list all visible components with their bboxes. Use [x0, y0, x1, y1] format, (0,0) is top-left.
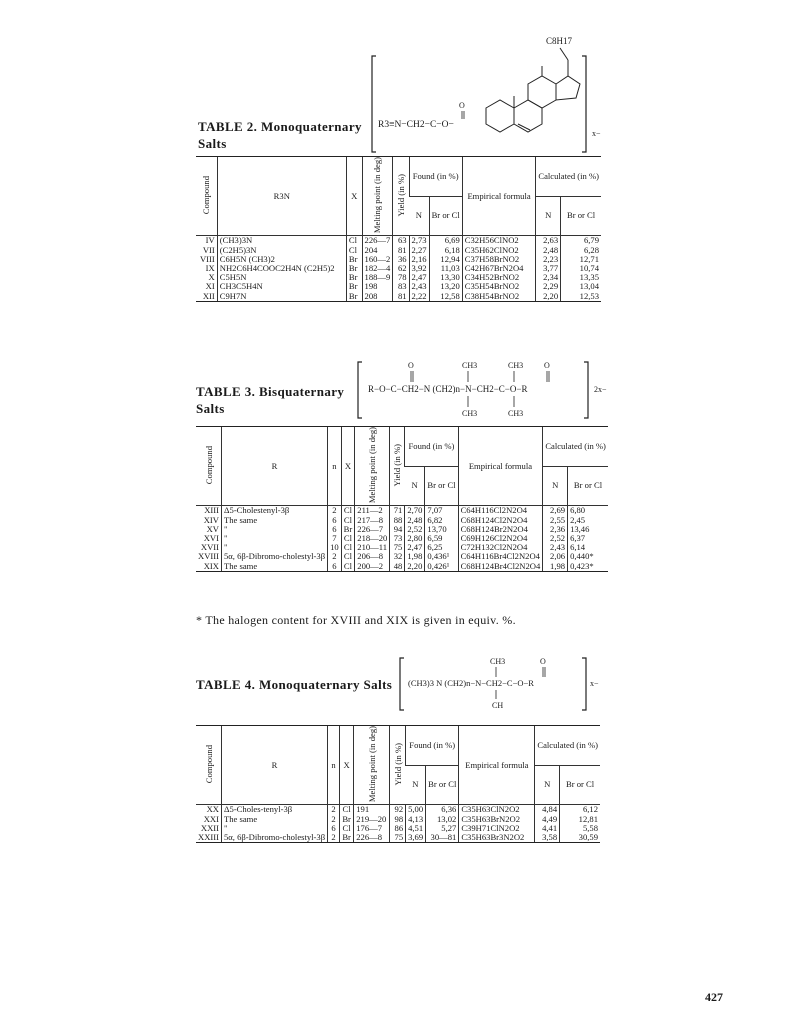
- cell-r: 5α, 6β-Dibromo-cholestyl-3β: [222, 552, 328, 561]
- col-compound: Compound: [196, 427, 222, 506]
- cell-calc-brcl: 6,12: [560, 805, 600, 815]
- cell-n: 6: [328, 562, 342, 572]
- cell-x: Br: [341, 525, 355, 534]
- monoquaternary-chain: (CH3)3 N (CH2)n−N−CH2−C−O−R: [408, 678, 534, 688]
- cell-calc-n: 2,52: [543, 534, 568, 543]
- cell-amine: C6H5N (CH3)2: [217, 255, 346, 264]
- cell-empirical: C35H63BrN2O2: [459, 815, 535, 824]
- col-found-brcl: Br or Cl: [425, 466, 458, 506]
- cell-found-brcl: 6,82: [425, 516, 458, 525]
- cell-found-brcl: 5,27: [426, 824, 459, 833]
- col-empirical: Empirical formula: [459, 726, 535, 805]
- col-x: X: [340, 726, 354, 805]
- cell-found-n: 2,47: [409, 273, 429, 282]
- cell-r: 5α, 6β-Dibromo-cholestyl-3β: [222, 833, 328, 843]
- cell-found-brcl: 6,18: [429, 246, 462, 255]
- col-x: X: [346, 157, 362, 236]
- cell-compound: X: [208, 272, 215, 283]
- cell-found-brcl: 30—81: [426, 833, 459, 843]
- col-mp: Melting point (in deg): [355, 427, 390, 506]
- cell-amine: C5H5N: [217, 273, 346, 282]
- cell-found-n: 2,27: [409, 246, 429, 255]
- cell-n: 2: [328, 506, 342, 516]
- cell-yield: 75: [390, 833, 406, 843]
- cell-calc-brcl: 12,81: [560, 815, 600, 824]
- carbonyl-oxygen: O: [459, 101, 465, 110]
- table3-footnote: * The halogen content for XVIII and XIX is given in equiv. %.: [196, 613, 516, 627]
- col-x: X: [341, 427, 355, 506]
- cell-calc-n: 2,06: [543, 552, 568, 561]
- bracket-right: [584, 362, 588, 418]
- cell-found-n: 2,80: [405, 534, 425, 543]
- col-calc-n: N: [536, 196, 561, 236]
- cell-calc-n: 2,20: [536, 292, 561, 302]
- methylene-bottom: CH: [492, 701, 504, 710]
- cell-empirical: C35H62ClNO2: [462, 246, 536, 255]
- cell-calc-brcl: 2,45: [568, 516, 608, 525]
- methyl-top-left: CH3: [462, 361, 478, 370]
- cell-empirical: C68H124Br4Cl2N2O4: [458, 562, 543, 572]
- cell-x: Br: [346, 255, 362, 264]
- col-calc-brcl: Br or Cl: [560, 765, 600, 805]
- bracket-right: [582, 56, 586, 152]
- cell-empirical: C69H126Cl2N2O4: [458, 534, 543, 543]
- cell-x: Cl: [341, 543, 355, 552]
- cell-found-n: 2,16: [409, 255, 429, 264]
- cell-found-n: 5,00: [406, 805, 426, 815]
- cell-x: Br: [346, 264, 362, 273]
- cell-found-n: 2,43: [409, 282, 429, 291]
- cell-x: Cl: [346, 236, 362, 246]
- col-calc-n: N: [535, 765, 560, 805]
- col-found: Found (in %): [409, 157, 462, 197]
- table4-structural-formula: [400, 654, 600, 714]
- cell-x: Br: [340, 833, 354, 843]
- cell-calc-brcl: 6,28: [561, 246, 601, 255]
- col-empirical: Empirical formula: [462, 157, 536, 236]
- bisquaternary-chain: R−O−C−CH2−N (CH2)n−N−CH2−C−O−R: [368, 384, 528, 394]
- cell-found-n: 2,73: [409, 236, 429, 246]
- cell-calc-n: 2,43: [543, 543, 568, 552]
- bracket-left: [358, 362, 362, 418]
- cell-found-brcl: 7,07: [425, 506, 458, 516]
- cell-calc-n: 2,48: [536, 246, 561, 255]
- table2-caption: [198, 118, 362, 152]
- counter-ion: 2x−: [594, 385, 607, 394]
- cell-found-brcl: 0,436¹: [425, 552, 458, 561]
- col-found: Found (in %): [406, 726, 459, 766]
- cell-x: Cl: [341, 552, 355, 561]
- cell-yield: 62: [393, 264, 409, 273]
- col-compound: Compound: [196, 726, 222, 805]
- cell-empirical: C38H54BrNO2: [462, 292, 536, 302]
- cell-empirical: C42H67BrN2O4: [462, 264, 536, 273]
- counter-ion: x−: [590, 679, 599, 688]
- cell-calc-n: 3,77: [536, 264, 561, 273]
- cell-calc-brcl: 10,74: [561, 264, 601, 273]
- methyl-bottom-right: CH3: [508, 409, 524, 418]
- cell-calc-n: 2,23: [536, 255, 561, 264]
- cell-compound: XV: [206, 523, 219, 534]
- methyl-top: CH3: [490, 657, 506, 666]
- cell-calc-brcl: 13,35: [561, 273, 601, 282]
- cell-compound: VII: [202, 244, 215, 255]
- cell-calc-brcl: 30,59: [560, 833, 600, 843]
- cell-compound: XII: [196, 292, 217, 302]
- cell-found-n: 2,48: [405, 516, 425, 525]
- cell-calc-n: 3,58: [535, 833, 560, 843]
- col-r3n: R3N: [217, 157, 346, 236]
- table4-caption: TABLE 4. Monoquaternary Salts: [196, 677, 393, 692]
- col-found-n: N: [409, 196, 429, 236]
- table3: [196, 426, 608, 572]
- col-found-brcl: Br or Cl: [426, 765, 459, 805]
- cell-x: Br: [346, 282, 362, 291]
- bracket-left: [372, 56, 376, 152]
- cell-mp: 217—8: [355, 516, 390, 525]
- carbonyl-oxygen: O: [540, 657, 546, 666]
- cell-calc-n: 2,36: [543, 525, 568, 534]
- table4: [196, 725, 600, 843]
- col-n: n: [328, 726, 340, 805]
- cell-found-brcl: 13,70: [425, 525, 458, 534]
- cell-n: 6: [328, 516, 342, 525]
- cell-calc-n: 4,84: [535, 805, 560, 815]
- cell-x: Br: [346, 292, 362, 302]
- table-row: [196, 292, 601, 302]
- cell-calc-brcl: 12,53: [561, 292, 601, 302]
- cell-yield: 81: [393, 292, 409, 302]
- cell-yield: 78: [393, 273, 409, 282]
- col-calc-brcl: Br or Cl: [568, 466, 608, 506]
- table3-caption-line1: TABLE 3. Bisquaternary: [196, 384, 345, 399]
- ammonium-ester-fragment: R3≡N−CH2−C−O−: [378, 120, 454, 130]
- cell-x: Cl: [346, 246, 362, 255]
- cell-found-brcl: 11,03: [429, 264, 462, 273]
- cell-compound: XXII: [200, 822, 219, 833]
- cell-compound: IX: [205, 262, 215, 273]
- cell-mp: 210—11: [355, 543, 390, 552]
- col-mp: Melting point (in deg): [362, 157, 393, 236]
- cell-mp: 204: [362, 246, 393, 255]
- methyl-top-right: CH3: [508, 361, 524, 370]
- cell-x: Cl: [341, 516, 355, 525]
- cell-compound: VIII: [199, 253, 215, 264]
- cell-compound: XVII: [200, 542, 219, 553]
- cell-n: 7: [328, 534, 342, 543]
- table-row: [196, 833, 600, 843]
- col-mp: Melting point (in deg): [354, 726, 390, 805]
- cell-n: 2: [328, 805, 340, 815]
- cell-yield: 75: [390, 543, 405, 552]
- cell-mp: 191: [354, 805, 390, 815]
- cell-calc-brcl: 5,58: [560, 824, 600, 833]
- cell-found-n: 3,69: [406, 833, 426, 843]
- cell-found-brcl: 6,25: [425, 543, 458, 552]
- cell-yield: 63: [393, 236, 409, 246]
- cell-compound: XVIII: [198, 551, 219, 562]
- cell-n: 2: [328, 552, 342, 561]
- cell-mp: 182—4: [362, 264, 393, 273]
- cell-empirical: C72H132Cl2N2O4: [458, 543, 543, 552]
- cell-found-brcl: 13,20: [429, 282, 462, 291]
- cell-yield: 88: [390, 516, 405, 525]
- cell-r: The same: [222, 516, 328, 525]
- cell-empirical: C68H124Cl2N2O4: [458, 516, 543, 525]
- cell-mp: 219—20: [354, 815, 390, 824]
- cell-found-brcl: 0,426¹: [425, 562, 458, 572]
- cell-found-brcl: 12,58: [429, 292, 462, 302]
- cell-amine: (CH3)3N: [217, 236, 346, 246]
- col-found: Found (in %): [405, 427, 458, 467]
- cell-x: Cl: [341, 506, 355, 516]
- cell-r: Δ5-Choles-tenyl-3β: [222, 805, 328, 815]
- col-n: n: [328, 427, 342, 506]
- cell-r: ": [222, 525, 328, 534]
- cell-amine: NH2C6H4COOC2H4N (C2H5)2: [217, 264, 346, 273]
- carbonyl-oxygen-left: O: [408, 361, 414, 370]
- cell-found-n: 3,92: [409, 264, 429, 273]
- cell-r: Δ5-Cholestenyl-3β: [222, 506, 328, 516]
- cell-found-n: 4,51: [406, 824, 426, 833]
- cell-r: ": [222, 534, 328, 543]
- cell-mp: 160—2: [362, 255, 393, 264]
- cell-empirical: C64H116Br4Cl2N2O4: [458, 552, 543, 561]
- cell-calc-n: 2,69: [543, 506, 568, 516]
- cell-found-n: 1,98: [405, 552, 425, 561]
- cell-mp: 218—20: [355, 534, 390, 543]
- cell-empirical: C34H52BrNO2: [462, 273, 536, 282]
- cell-n: 6: [328, 525, 342, 534]
- cell-mp: 208: [362, 292, 393, 302]
- cell-x: Cl: [341, 534, 355, 543]
- cell-found-n: 2,52: [405, 525, 425, 534]
- cell-amine: C9H7N: [217, 292, 346, 302]
- cell-mp: 226—7: [362, 236, 393, 246]
- cell-r: The same: [222, 815, 328, 824]
- table2-caption-line2: Salts: [198, 136, 227, 151]
- bracket-right: [582, 658, 586, 710]
- cell-x: Br: [340, 815, 354, 824]
- cell-x: Cl: [341, 562, 355, 572]
- cell-calc-brcl: 6,37: [568, 534, 608, 543]
- cell-found-brcl: 6,69: [429, 236, 462, 246]
- cell-n: 2: [328, 815, 340, 824]
- cell-n: 2: [328, 833, 340, 843]
- col-r: R: [222, 427, 328, 506]
- cell-compound: XI: [205, 281, 215, 292]
- cell-calc-brcl: 0,440*: [568, 552, 608, 561]
- cell-empirical: C35H54BrNO2: [462, 282, 536, 291]
- cell-mp: 200—2: [355, 562, 390, 572]
- table-row: [196, 562, 608, 572]
- cell-found-brcl: 12,94: [429, 255, 462, 264]
- col-empirical: Empirical formula: [458, 427, 543, 506]
- col-calc: Calculated (in %): [543, 427, 608, 467]
- table3-caption: [196, 383, 344, 417]
- cell-calc-brcl: 6,79: [561, 236, 601, 246]
- cell-calc-brcl: 13,46: [568, 525, 608, 534]
- col-yield: Yield (in %): [390, 427, 405, 506]
- cell-compound: IV: [205, 235, 215, 246]
- cell-n: 6: [328, 824, 340, 833]
- cell-x: Br: [346, 273, 362, 282]
- cell-yield: 71: [390, 506, 405, 516]
- table3-caption-line2: Salts: [196, 401, 225, 416]
- cell-mp: 176—7: [354, 824, 390, 833]
- cell-yield: 94: [390, 525, 405, 534]
- cell-empirical: C35H63ClN2O2: [459, 805, 535, 815]
- cell-yield: 32: [390, 552, 405, 561]
- cell-calc-brcl: 0,423*: [568, 562, 608, 572]
- col-r: R: [222, 726, 328, 805]
- cell-x: Cl: [340, 824, 354, 833]
- col-yield: Yield (in %): [393, 157, 409, 236]
- table3-body: [196, 506, 608, 571]
- cell-found-brcl: 6,59: [425, 534, 458, 543]
- col-calc: Calculated (in %): [536, 157, 601, 197]
- cell-compound: XIII: [204, 505, 219, 516]
- cell-yield: 83: [393, 282, 409, 291]
- cell-compound: XVI: [203, 532, 219, 543]
- cell-empirical: C32H56ClNO2: [462, 236, 536, 246]
- cell-calc-n: 2,29: [536, 282, 561, 291]
- table2-structural-formula: [368, 26, 618, 156]
- cell-yield: 86: [390, 824, 406, 833]
- cell-found-n: 2,47: [405, 543, 425, 552]
- cell-calc-n: 1,98: [543, 562, 568, 572]
- table3-structural-formula: [358, 358, 608, 422]
- cell-r: ": [222, 543, 328, 552]
- table2: [196, 156, 601, 302]
- carbonyl-oxygen-right: O: [544, 361, 550, 370]
- col-calc-n: N: [543, 466, 568, 506]
- cell-mp: 198: [362, 282, 393, 291]
- cell-calc-n: 4,49: [535, 815, 560, 824]
- cell-yield: 48: [390, 562, 405, 572]
- col-calc-brcl: Br or Cl: [561, 196, 601, 236]
- cell-yield: 36: [393, 255, 409, 264]
- cell-calc-brcl: 12,71: [561, 255, 601, 264]
- cell-mp: 226—8: [354, 833, 390, 843]
- cell-yield: 98: [390, 815, 406, 824]
- cell-empirical: C39H71ClN2O2: [459, 824, 535, 833]
- cell-amine: (C2H5)3N: [217, 246, 346, 255]
- cell-calc-n: 2,34: [536, 273, 561, 282]
- cell-n: 10: [328, 543, 342, 552]
- cell-calc-brcl: 13,04: [561, 282, 601, 291]
- table2-caption-line1: TABLE 2. Monoquaternary: [198, 119, 362, 134]
- cell-mp: 226—7: [355, 525, 390, 534]
- cell-found-n: 2,22: [409, 292, 429, 302]
- cell-yield: 73: [390, 534, 405, 543]
- col-calc: Calculated (in %): [535, 726, 600, 766]
- cell-empirical: C37H58BrNO2: [462, 255, 536, 264]
- col-yield: Yield (in %): [390, 726, 406, 805]
- col-found-brcl: Br or Cl: [429, 196, 462, 236]
- cell-found-n: 2,70: [405, 506, 425, 516]
- table4-body: [196, 805, 600, 843]
- cell-empirical: C64H116Cl2N2O4: [458, 506, 543, 516]
- cell-empirical: C35H63Br3N2O2: [459, 833, 535, 843]
- table2-body: [196, 236, 601, 301]
- cell-found-brcl: 6,36: [426, 805, 459, 815]
- cell-amine: CH3C5H4N: [217, 282, 346, 291]
- cell-x: Cl: [340, 805, 354, 815]
- cell-compound: XXIII: [196, 833, 222, 843]
- cell-mp: 211—2: [355, 506, 390, 516]
- cell-compound: XIX: [196, 562, 222, 572]
- cell-calc-n: 2,55: [543, 516, 568, 525]
- cell-calc-n: 2,63: [536, 236, 561, 246]
- cell-empirical: C68H124Br2N2O4: [458, 525, 543, 534]
- cell-r: The same: [222, 562, 328, 572]
- cell-found-brcl: 13,30: [429, 273, 462, 282]
- cell-calc-n: 4,41: [535, 824, 560, 833]
- counter-ion: x−: [592, 129, 601, 138]
- cell-yield: 81: [393, 246, 409, 255]
- page-number: 427: [705, 990, 723, 1004]
- cell-yield: 92: [390, 805, 406, 815]
- cell-found-n: 2,20: [405, 562, 425, 572]
- cell-compound: XX: [206, 804, 219, 815]
- cell-found-n: 4,13: [406, 815, 426, 824]
- cell-compound: XIV: [203, 514, 219, 525]
- side-chain-label: C8H17: [546, 36, 573, 46]
- steroid-skeleton: [486, 48, 580, 132]
- col-compound: Compound: [196, 157, 217, 236]
- cell-mp: 206—8: [355, 552, 390, 561]
- methyl-bottom-left: CH3: [462, 409, 478, 418]
- cell-found-brcl: 13,02: [426, 815, 459, 824]
- bracket-left: [400, 658, 404, 710]
- cell-r: ": [222, 824, 328, 833]
- cell-compound: XXI: [203, 813, 219, 824]
- cell-calc-brcl: 6,14: [568, 543, 608, 552]
- col-found-n: N: [406, 765, 426, 805]
- col-found-n: N: [405, 466, 425, 506]
- cell-calc-brcl: 6,80: [568, 506, 608, 516]
- cell-mp: 188—9: [362, 273, 393, 282]
